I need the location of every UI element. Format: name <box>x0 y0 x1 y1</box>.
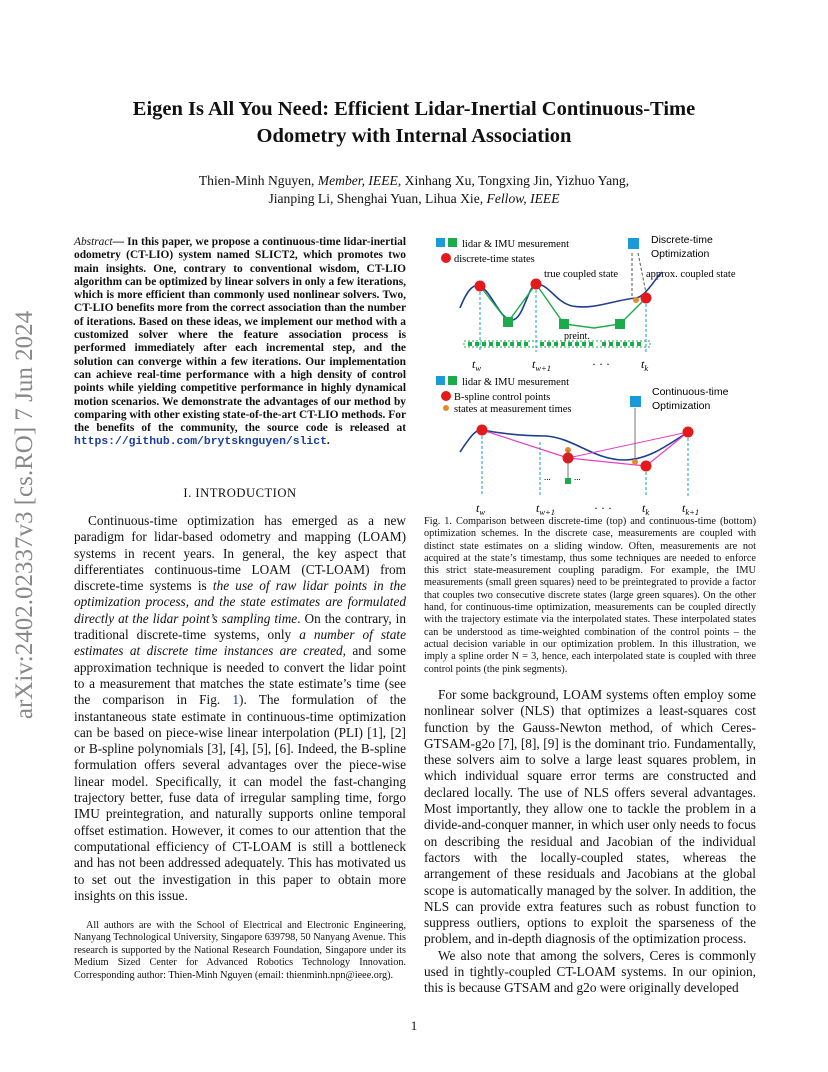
bottom-legend-states: states at measurement times <box>454 404 572 415</box>
page-number: 1 <box>410 1018 418 1033</box>
arxiv-identifier <box>10 300 40 730</box>
intro-emphasis: a number of state estimates at discrete time instances are created <box>74 627 406 659</box>
introduction-body <box>74 513 406 904</box>
discrete-time-panel <box>436 234 736 373</box>
abstract-dash: — <box>112 236 124 248</box>
legend-green-square <box>448 238 457 247</box>
source-code-link[interactable]: https://github.com/brytsknguyen/slict <box>74 436 327 449</box>
legend-blue-square <box>436 238 445 247</box>
optimization-node <box>628 238 639 249</box>
top-opt-title-2: Optimization <box>651 248 710 260</box>
abstract-end: . <box>326 435 330 448</box>
author-list <box>60 172 768 208</box>
author-line-1 <box>60 172 768 190</box>
preint-label: preint. <box>564 331 590 342</box>
mini-dots-left: ... <box>544 472 551 482</box>
approx-coupled-state <box>633 297 639 303</box>
tick-tk: $t_k$ <box>642 501 650 517</box>
discrete-state <box>531 279 542 290</box>
abstract <box>74 236 406 450</box>
intro-text: ). The formulation of the instantaneous state estimate in continuous-time optimization can be based on piece-wise linear interpolation (PLI) [1], [2] or B-spline polynomials [3], [4], [5], [6]. Indeed, the B-spline formulation offers several advantages over the piece-wise linear model. Specifically, it can model the fast-changing trajectory better, fuse data of irregular sampling time, forgo IMU preintegration, and naturally supports online temporal offset estimation. However, it comes to our attention that the computational efficiency of CT-LOAM is still a bottleneck and has not been addressed adequately. This has motivated us to set out the investigation in this paper to obtain more insights on this issue. <box>74 692 406 903</box>
top-legend-states: discrete-time states <box>454 254 535 265</box>
mini-dots-right: ... <box>574 472 581 482</box>
approx-state-label: approx. coupled state <box>646 269 736 280</box>
continuous-time-panel <box>436 376 729 517</box>
figure-caption <box>424 516 756 676</box>
discrete-state <box>641 293 652 304</box>
legend-red-point <box>441 253 451 263</box>
section-heading: I. INTRODUCTION <box>183 486 297 500</box>
tick-dots: · · · <box>592 357 610 371</box>
measurement-state <box>632 459 638 465</box>
title-line-2: Odometry with Internal Association <box>256 125 572 147</box>
abstract-lead: Abstract <box>74 236 113 248</box>
control-segment <box>568 432 688 458</box>
body-paragraph: We also note that among the solvers, Ceres is commonly used in tightly-coupled CT-LOAM systems. In our opinion, this is because GTSAM and g2o were originally developed <box>424 947 756 996</box>
caption-label: Fig. 1. <box>424 516 452 527</box>
tick-tw1: $t_{w+1}$ <box>536 501 555 517</box>
footnote <box>74 920 406 982</box>
bottom-legend-control-points: B-spline control points <box>454 392 551 403</box>
figure-1-diagram <box>424 228 756 518</box>
author-text: , Xinhang Xu, Tongxing Jin, Yizhuo Yang, <box>397 173 630 188</box>
intro-emphasis: the use of raw lidar points in the optimization process, and the state estimates are formulated directly at the lidar point’s sampling time <box>74 578 407 626</box>
tick-tk: $t_k$ <box>641 357 649 373</box>
author-role: Fellow, IEEE <box>486 191 560 206</box>
caption-text: Comparison between discrete-time (top) and continuous-time (bottom) optimization schemes. In the discrete case, measurements are coupled with distinct state estimates on a sliding window. Often, measurements are not acquired at the state’s timestamp, thus some techniques are needed to enforce this strict state-measurement coupling paradigm. For example, the IMU measurements (small green squares) need to be preintegrated to provide a factor that couples two consecutive discrete states (large green squares). On the other hand, for continuous-time optimization, measurements can be coupled directly with the trajectory estimate via the interpolated states. These interpolated states can be understood as time-weighted combination of the control points – the actual decision variable in our optimization problem. In this illustration, we imply a spline order N = 3, hence, each interpolated state is coupled with three control points (the pink segments). <box>424 516 756 675</box>
tick-tw: $t_w$ <box>476 501 486 517</box>
legend-red-point <box>441 391 451 401</box>
discrete-factor-square <box>559 319 569 329</box>
legend-orange-point <box>443 405 449 411</box>
approx-state-pointer <box>638 253 646 293</box>
optimization-node <box>630 396 641 407</box>
legend-blue-square <box>436 376 445 385</box>
bottom-opt-title-2: Optimization <box>652 400 711 412</box>
top-legend-measurement: lidar & IMU mesurement <box>462 239 570 250</box>
abstract-body: In this paper, we propose a continuous-time lidar-inertial odometry (CT-LIO) system named SLICT2, which promotes two main insights. One, contrary to conventional wisdom, CT-LIO algorithm can be optimized by linear solvers in only a few iterations, which is more efficient than commonly used nonlinear solvers. Two, CT-LIO benefits more from the correct association than the number of iterations. Based on these ideas, we implement our method with a customized solver where the feature association process is performed immediately after each incremental step, and the solution can converge within a few iterations. Our implementation can achieve real-time performance with a high density of control points while yielding competitive performance in highly dynamical motion scenarios. We demonstrate the advantages of our method by comparing with other existing state-of-the-art CT-LIO methods. For the benefits of the community, the source code is released at <box>74 236 406 435</box>
control-point <box>477 425 488 436</box>
author-line-2 <box>60 190 768 208</box>
imu-measurement-square <box>565 478 571 484</box>
right-column-body <box>424 687 756 997</box>
control-point <box>641 461 652 472</box>
tick-tw: $t_w$ <box>472 357 482 373</box>
control-point <box>683 427 694 438</box>
figure-reference-link[interactable]: 1 <box>232 692 240 708</box>
bottom-time-guides <box>482 436 688 496</box>
true-state-label: true coupled state <box>544 269 619 280</box>
bottom-legend-measurement: lidar & IMU mesurement <box>462 377 570 388</box>
title-line-1: Eigen Is All You Need: Efficient Lidar-Inertial Continuous-Time <box>132 98 696 120</box>
imu-preint-row <box>464 341 650 347</box>
intro-text: Continuous-time optimization has emerged as a new paradigm for lidar-based odometry and mapping (LOAM) systems in recent years. In general, the key aspect that differentiates continuous-time LOAM (CT-LOAM) from discrete-time systems is <box>74 513 406 594</box>
bottom-time-labels <box>476 501 699 517</box>
discrete-state <box>475 281 486 292</box>
legend-green-square <box>448 376 457 385</box>
tick-tk1: $t_{k+1}$ <box>682 501 700 517</box>
control-segments <box>482 430 688 466</box>
author-role: Member, IEEE <box>317 173 398 188</box>
arxiv-identifier-text: arXiv:2402.02337v3 [cs.RO] 7 Jun 2024 <box>11 310 38 720</box>
author-text: Thien-Minh Nguyen, <box>198 173 318 188</box>
discrete-factor-square <box>503 317 513 327</box>
footnote-text: All authors are with the School of Electrical and Electronic Engineering, Nanyang Technological University, Singapore 639798, 50 Nanyang Avenue. This research is supported by the National Research Foundation, Singapore under its Medium Sized Center for Advanced Robotics Technology Innovation. Corresponding author: Thien-Minh Nguyen (email: thienminh.npn@ieee.org). <box>74 920 406 981</box>
top-time-labels <box>472 357 648 373</box>
body-paragraph: For some background, LOAM systems often employ some nonlinear solver (NLS) that optimizes a least-squares cost function by the Gauss-Newton method, of which Ceres-GTSAM-g2o [7], [8], [9] is the dominant trio. Fundamentally, these solvers aim to solve a large least squares problem, in which individual square error terms are constructed and declared locally. The use of NLS offers several advantages. Most importantly, they allow one to tackle the problem in a divide-and-conquer manner, in which user only needs to focus on describing the residual and Jacobian of the individual factors with the locally-coupled states, whereas the arrangement of these residuals and Jacobians at the global scope is automatically managed by the solver. In addition, the NLS can provide extra features such as robust function to suppress outliers, options to exploit the sparseness of the problem, and in-depth diagnosis of the optimization process. <box>424 687 756 947</box>
intro-text: , and some approximation technique is needed to convert the lidar point to a measurement that matches the state estimate’s time (see the comparison in Fig. <box>74 643 406 708</box>
intro-paragraph <box>74 513 406 904</box>
top-opt-title-1: Discrete-time <box>651 234 713 246</box>
bottom-opt-title-1: Continuous-time <box>652 386 729 398</box>
tick-dots: · · · <box>594 501 612 515</box>
paper-title <box>60 96 768 150</box>
tick-tw1: $t_{w+1}$ <box>532 357 551 373</box>
intro-text: . On the contrary, in traditional discrete-time systems, only <box>74 610 406 643</box>
author-text: Jianping Li, Shenghai Yuan, Lihua Xie, <box>268 191 487 206</box>
discrete-factor-square <box>615 319 625 329</box>
